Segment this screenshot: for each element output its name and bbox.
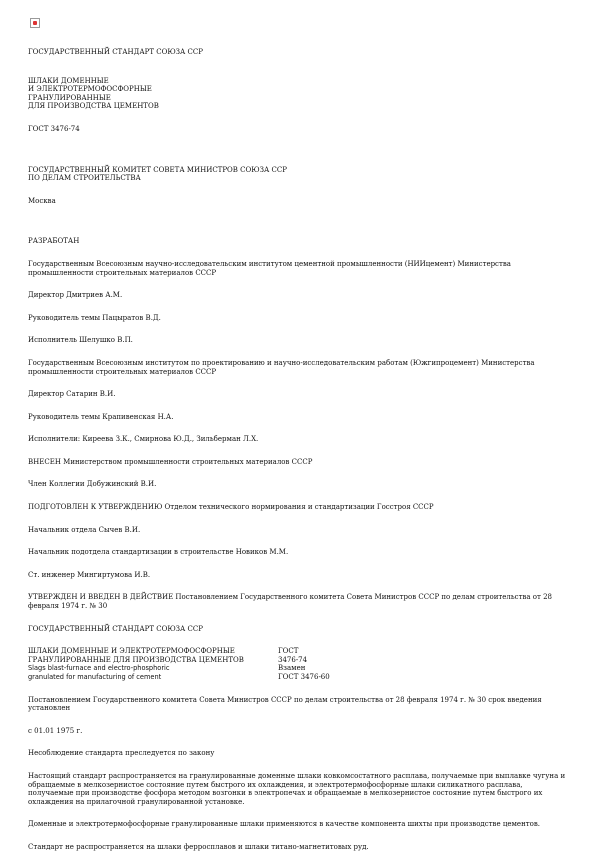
table-cell: ГРАНУЛИРОВАННЫЕ ДЛЯ ПРОИЗВОДСТВА ЦЕМЕНТОВ [28,655,244,664]
introduced-by: ВНЕСЕН Министерством промышленности строительных материалов СССР [28,457,313,466]
subdepartment-head: Начальник подотдела стандартизации в строительстве Новиков М.М. [28,548,289,557]
committee-block [28,166,568,183]
board-member: Член Коллегии Добужинский В.И. [28,480,157,489]
title-line: И ЭЛЕКТРОТЕРМОФОСФОРНЫЕ [28,85,152,94]
prepared-by: ПОДГОТОВЛЕН К УТВЕРЖДЕНИЮ Отделом технического нормирования и стандартизации Госстроя СССР [28,503,434,512]
standard-header-2: ГОСУДАРСТВЕННЫЙ СТАНДАРТ СОЮЗА ССР [28,624,203,633]
title-table [28,647,568,681]
developer-org-1: Государственным Всесоюзным научно-исследовательским институтом цементной промышленности (НИИцемент) Министерства промышленности строительных материалов СССР [28,259,511,277]
senior-engineer: Ст. инженер Мингиртумова И.В. [28,570,151,579]
director-1: Директор Дмитриев А.М. [28,291,123,300]
executor-1: Исполнитель Шелушко В.П. [28,336,133,345]
broken-image-icon [30,18,40,28]
table-cell: 3476-74 [278,655,308,664]
table-cell: granulated for manufacturing of cement [28,673,162,681]
standard-header: ГОСУДАРСТВЕННЫЙ СТАНДАРТ СОЮЗА ССР [28,48,203,56]
title-line: ГРАНУЛИРОВАННЫЕ [28,93,111,102]
table-cell: ШЛАКИ ДОМЕННЫЕ И ЭЛЕКТРОТЕРМОФОСФОРНЫЕ [28,647,235,656]
body-paragraph: Стандарт не распространяется на шлаки ферросплавов и шлаки титано-магнетитовых руд. [28,842,369,851]
penalty-notice: Несоблюдение стандарта преследуется по закону [28,749,215,758]
table-cell: ГОСТ [278,647,299,656]
document-page [28,18,568,852]
body-paragraph: Настоящий стандарт распространяется на гранулированные доменные шлаки ковкомсостатного расплава, получаемые при выплавке чугуна и обращаемые в мелкозернистое состояние путем быстрого их охлаждения, и электротермофосфорные шлаки силикатного расплава, получаемые при производстве фосфора методом возгонки в электропечах и обращаемые в мелкозернистое состояние путем быстрого их охлаждения на прилагочной гранулированной установке. [28,771,566,806]
city: Москва [28,196,56,205]
committee-line: ПО ДЕЛАМ СТРОИТЕЛЬСТВА [28,174,141,183]
executors-2: Исполнители: Киреева З.К., Смирнова Ю.Д., Зильберман Л.Х. [28,435,259,444]
developed-label: РАЗРАБОТАН [28,237,80,246]
title-line: ДЛЯ ПРОИЗВОДСТВА ЦЕМЕНТОВ [28,102,159,111]
theme-lead-1: Руководитель темы Пацыратов В.Д. [28,313,161,322]
department-head: Начальник отдела Сычев В.И. [28,525,141,534]
committee-line: ГОСУДАРСТВЕННЫЙ КОМИТЕТ СОВЕТА МИНИСТРОВ СОЮЗА ССР [28,165,287,174]
body-paragraph: Доменные и электротермофосфорные гранулированные шлаки применяются в качестве компонента шихты при производстве цементов. [28,820,540,829]
title-line: ШЛАКИ ДОМЕННЫЕ [28,76,109,85]
document-title [28,77,568,111]
theme-lead-2: Руководитель темы Крапивенская Н.А. [28,412,174,421]
effective-date: с 01.01 1975 г. [28,726,83,735]
director-2: Директор Сатарин В.И. [28,390,116,399]
approval-statement: УТВЕРЖДЕН И ВВЕДЕН В ДЕЙСТВИЕ Постановлением Государственного комитета Совета Министров СССР по делам строительства от 28 февраля 1974 г. № 30 [28,593,553,611]
gost-number: ГОСТ 3476-74 [28,124,80,133]
table-cell: Slags blast-furnace and electro-phosphoric [28,664,170,673]
table-cell: ГОСТ 3476-60 [278,673,330,681]
table-cell: Взамен [278,664,306,673]
decree-text: Постановлением Государственного комитета Совета Министров СССР по делам строительства от 28 февраля 1974 г. № 30 срок введения установлен [28,695,542,713]
developer-org-2: Государственным Всесоюзным институтом по проектированию и научно-исследовательским работам (Южгипроцемент) Министерства промышленности строительных материалов СССР [28,358,535,376]
